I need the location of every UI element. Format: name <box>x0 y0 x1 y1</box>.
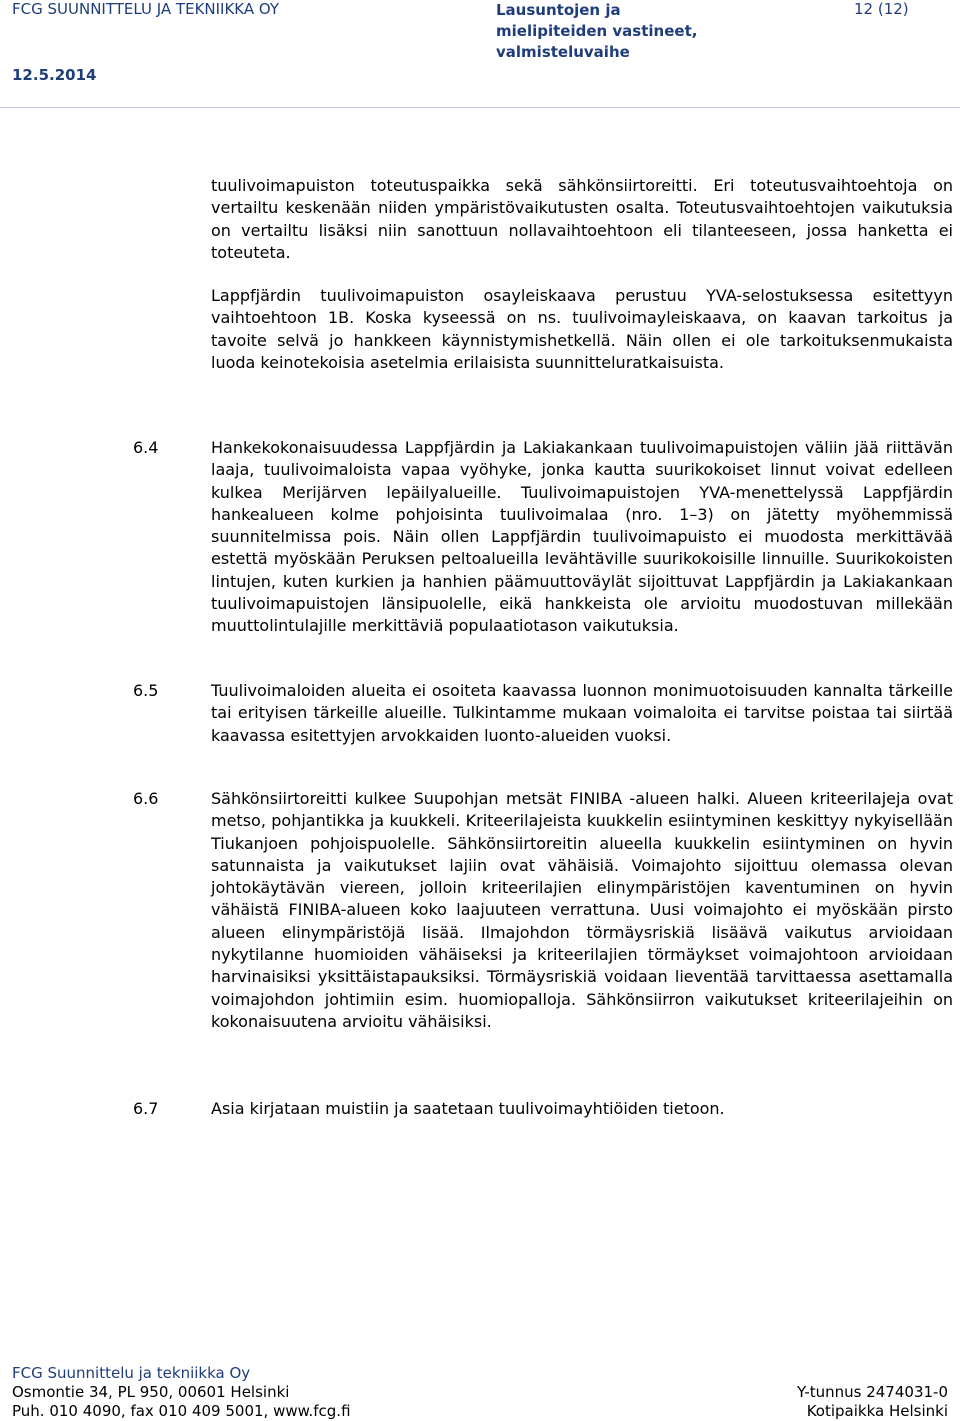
item-text: Hankekokonaisuudessa Lappfjärdin ja Lakiakankaan tuulivoimapuistojen väliin jää riittävän laaja, tuulivoimaloista vapaa vyöhyke, jonka kautta suurikokoiset linnut voivat edelleen kulkea Merijärven lepäilyalueille. Tuulivoimapuistojen YVA-menettelyssä Lappfjärdin hankealueen kolme pohjoisinta tuulivoimalaa (nro. 1–3) on jätetty myöhemmissä suunnitelmissa pois. Näin ollen Lappfjärdin tuulivoimapuisto ei muodosta merkittävää estettä myöskään Peruksen peltoalueilla levähtäville suurikokoisille linnuille. Suurikokoisten lintujen, kuten kurkien ja hanhien päämuuttoväylät sijoittuvat Lappfjärdin ja Lakiakankaan tuulivoimapuistojen länsipuolelle, eikä hankkeista ole arvioitu muodostuvan millekään muuttolintulajille merkittäviä populaatiotason vaikutuksia. <box>211 438 953 636</box>
intro-paragraph: tuulivoimapuiston toteutuspaikka sekä sähkönsiirtoreitti. Eri toteutusvaihtoehtoja on vertailtu keskenään niiden ympäristövaikutusten osalta. Toteutusvaihtoehtojen vaikutuksia on vertailtu lisäksi niin sanottuun nollavaihtoehtoon eli tilanteeseen, jossa hanketta ei toteuteta. <box>211 176 953 262</box>
item-number: 6.7 <box>133 1099 159 1118</box>
header-title-line: Lausuntojen ja <box>496 1 621 19</box>
header-title-line: mielipiteiden vastineet, <box>496 22 698 40</box>
item-number: 6.6 <box>133 789 159 808</box>
item-text: Tuulivoimaloiden alueita ei osoiteta kaavassa luonnon monimuotoisuuden kannalta tärkeille tai erityisen tärkeille alueille. Tulkintamme mukaan voimaloita ei tarvitse poistaa tai siirtää kaavassa esitettyjen arvokkaiden luonto-alueiden vuoksi. <box>211 681 953 745</box>
header-divider <box>0 107 960 108</box>
item-number: 6.5 <box>133 681 159 700</box>
header-title-line: valmisteluvaihe <box>496 43 630 61</box>
footer-address: Osmontie 34, PL 950, 00601 Helsinki <box>12 1383 290 1401</box>
item-text: Asia kirjataan muistiin ja saatetaan tuulivoimayhtiöiden tietoon. <box>211 1099 725 1118</box>
header-company: FCG SUUNNITTELU JA TEKNIIKKA OY <box>12 0 280 18</box>
item-text: Sähkönsiirtoreitti kulkee Suupohjan metsät FINIBA -alueen halki. Alueen kriteerilajeja ovat metso, pohjantikka ja kuukkeli. Kriteerilajeista kuukkelin esiintyminen keskittyy nykyisellään Tiukanjoen pohjoispuolelle. Sähkönsiirtoreitin alueella kuukkelin esiintyminen on hyvin satunnaista ja vaikutukset lajiin ovat vähäisiä. Voimajohto sijoittuu olemassa olevan johtokäytävän viereen, jolloin kriteerilajien elinympäristöjen kaventuminen on hyvin vähäistä FINIBA-alueen koko laajuuteen verrattuna. Uusi voimajohto ei myöskään pirsto alueen elinympäristöjä lisää. Ilmajohdon törmäysriskiä lisäävä vaikutus arvioidaan nykytilanne huomioiden vähäiseksi ja kriteerilajien törmäykset voimajohtoon arvioidaan harvinaisiksi yksittäistapauksiksi. Törmäysriskiä voidaan lieventää tarvittaessa asettamalla voimajohdon johtimiin esim. huomiopalloja. Sähkönsiirron vaikutukset kriteerilajeihin on kokonaisuutena arvioitu vähäisiksi. <box>211 789 953 1031</box>
footer-phone: Puh. 010 4090, fax 010 409 5001, www.fcg.fi <box>12 1402 351 1420</box>
header-date: 12.5.2014 <box>12 66 97 84</box>
item-number: 6.4 <box>133 438 159 457</box>
footer-business-id: Y-tunnus 2474031-0 <box>796 1383 948 1401</box>
header-document-title <box>496 0 697 63</box>
footer-domicile: Kotipaikka Helsinki <box>806 1402 948 1420</box>
header-page-number: 12 (12) <box>854 0 909 18</box>
second-paragraph: Lappfjärdin tuulivoimapuiston osayleiskaava perustuu YVA-selostuksessa esitettyyn vaihtoehtoon 1B. Koska kyseessä on ns. tuulivoimayleiskaava, on kaavan tarkoitus ja tavoite selvä jo hankkeen käynnistymishetkellä. Näin ollen ei ole tarkoituksenmukaista luoda keinotekoisia asetelmia erilaisista suunnitteluratkaisuista. <box>211 286 953 372</box>
footer-company: FCG Suunnittelu ja tekniikka Oy <box>12 1364 251 1382</box>
